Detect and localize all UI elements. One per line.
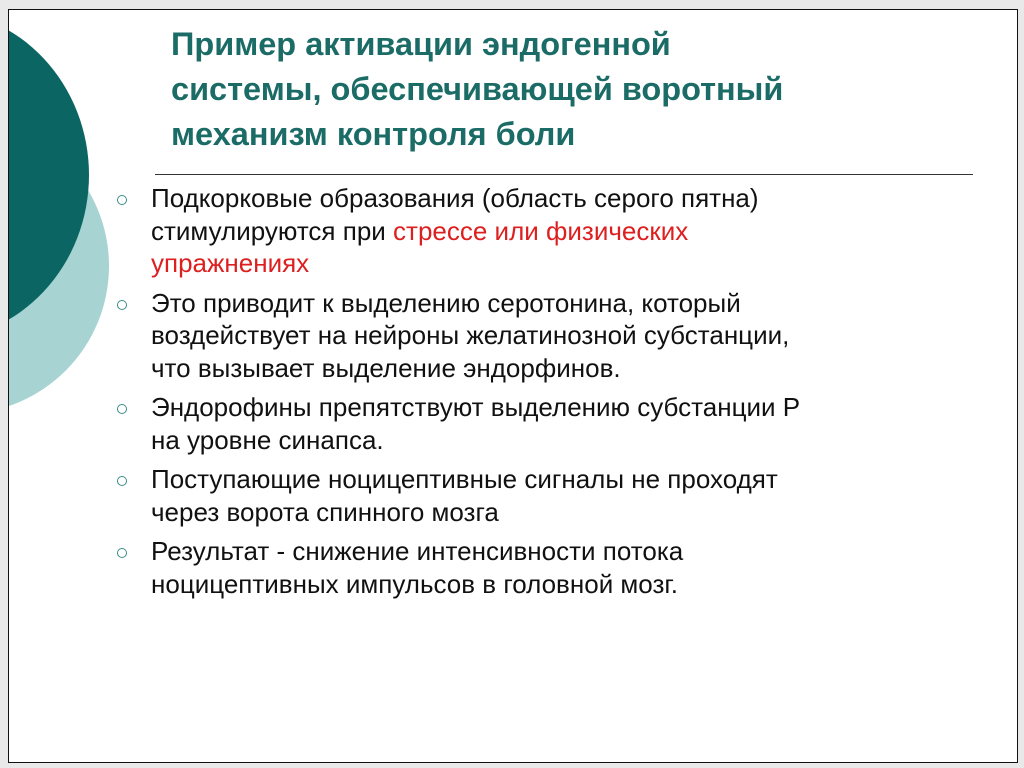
bullet-item: [117, 287, 997, 385]
bullet-line: Результат - снижение интенсивности потока: [151, 536, 684, 566]
bullet-line: ноцицептивных импульсов в головной мозг.: [151, 568, 678, 599]
title-divider: [155, 174, 973, 175]
bullet-circle-icon: [117, 300, 127, 310]
bullet-circle-icon: [117, 195, 127, 205]
bullet-item: [117, 463, 997, 528]
slide-title: [171, 22, 991, 157]
bullet-text: стимулируются при: [151, 215, 394, 246]
bullet-circle-icon: [117, 476, 127, 486]
bullet-line: что вызывает выделение эндорфинов.: [151, 352, 621, 383]
bullet-circle-icon: [117, 548, 127, 558]
bullet-line: Подкорковые образования (область серого пятна): [151, 183, 759, 213]
bullet-line: воздействует на нейроны желатинозной субстанции,: [151, 320, 790, 350]
title-line: Пример активации эндогенной: [171, 26, 671, 62]
bullet-item: [117, 391, 997, 456]
bullet-item: [117, 535, 997, 600]
bullet-line: Поступающие ноцицептивные сигналы не проходят: [151, 464, 778, 494]
title-line: механизм контроля боли: [171, 116, 576, 152]
bullet-circle-icon: [117, 404, 127, 414]
slide: [8, 9, 1018, 763]
bullet-line: [151, 215, 997, 248]
bullet-item: [117, 182, 997, 280]
bullet-line: через ворота спинного мозга: [151, 496, 499, 527]
title-line: системы, обеспечивающей воротный: [171, 71, 784, 107]
bullet-line: Эндорофины препятствуют выделению субстанции Р: [151, 392, 801, 422]
highlighted-text: стрессе или физических: [393, 215, 689, 246]
bullet-line: Это приводит к выделению серотонина, который: [151, 287, 741, 318]
bullet-list: [117, 182, 997, 607]
bullet-line: на уровне синапса.: [151, 424, 384, 455]
highlighted-text: упражнениях: [151, 248, 310, 278]
